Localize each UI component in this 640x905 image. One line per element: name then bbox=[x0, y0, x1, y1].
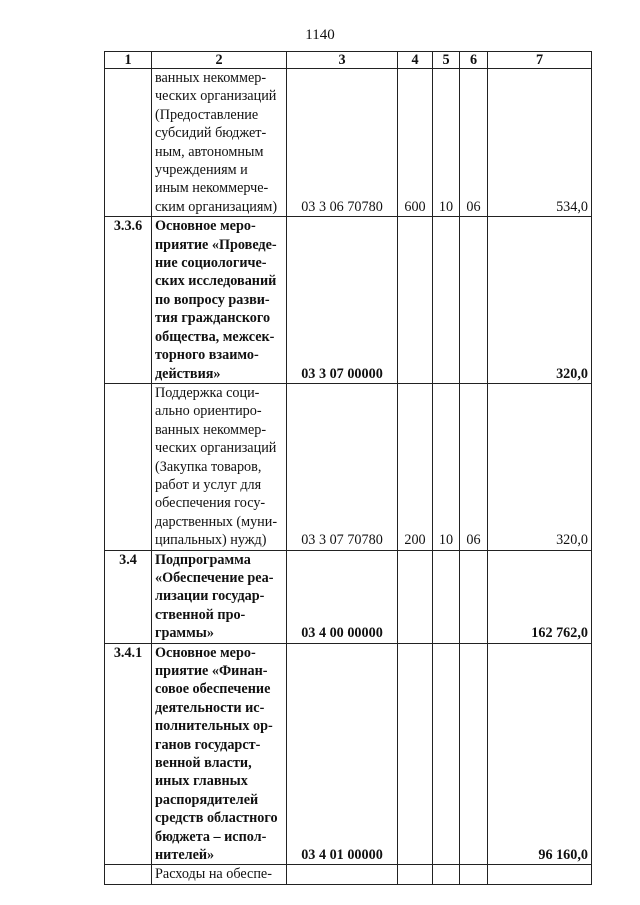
row-name: ванных некоммер- ческих организаций (Предоставление субсидий бюджет- ным, автономным учреждениям и иным некоммерче- ским организациям) bbox=[152, 69, 287, 217]
row-col4: 600 bbox=[398, 69, 433, 217]
table-row bbox=[105, 217, 592, 384]
budget-table bbox=[104, 51, 592, 885]
table-row bbox=[105, 865, 592, 884]
table-row bbox=[105, 383, 592, 550]
row-name: Расходы на обеспе- bbox=[152, 865, 287, 884]
column-header-7: 7 bbox=[488, 52, 592, 69]
table-row bbox=[105, 550, 592, 643]
row-col6: 06 bbox=[460, 69, 488, 217]
row-col5 bbox=[433, 865, 460, 884]
row-code: 03 3 06 70780 bbox=[287, 69, 398, 217]
row-col5 bbox=[433, 643, 460, 865]
column-header-5: 5 bbox=[433, 52, 460, 69]
column-header-6: 6 bbox=[460, 52, 488, 69]
row-col4 bbox=[398, 550, 433, 643]
row-number: 3.4 bbox=[105, 550, 152, 643]
row-col5 bbox=[433, 217, 460, 384]
column-header-1: 1 bbox=[105, 52, 152, 69]
row-code: 03 3 07 70780 bbox=[287, 383, 398, 550]
row-amount: 320,0 bbox=[488, 217, 592, 384]
row-col6 bbox=[460, 217, 488, 384]
row-code bbox=[287, 865, 398, 884]
row-number bbox=[105, 69, 152, 217]
table-row bbox=[105, 69, 592, 217]
row-code: 03 3 07 00000 bbox=[287, 217, 398, 384]
column-header-2: 2 bbox=[152, 52, 287, 69]
row-col5: 10 bbox=[433, 383, 460, 550]
row-number bbox=[105, 865, 152, 884]
row-amount bbox=[488, 865, 592, 884]
row-col5 bbox=[433, 550, 460, 643]
row-code: 03 4 00 00000 bbox=[287, 550, 398, 643]
row-name: Поддержка соци- ально ориентиро- ванных некоммер- ческих организаций (Закупка товаров, работ и услуг для обеспечения госу- дарственных (муни- ципальных) нужд) bbox=[152, 383, 287, 550]
row-col4 bbox=[398, 217, 433, 384]
row-col6 bbox=[460, 643, 488, 865]
column-header-3: 3 bbox=[287, 52, 398, 69]
row-col6: 06 bbox=[460, 383, 488, 550]
row-name: Подпрограмма «Обеспечение реа- лизации государ- ственной про- граммы» bbox=[152, 550, 287, 643]
table-header-row bbox=[105, 52, 592, 69]
row-amount: 162 762,0 bbox=[488, 550, 592, 643]
row-number: 3.4.1 bbox=[105, 643, 152, 865]
row-code: 03 4 01 00000 bbox=[287, 643, 398, 865]
table-row bbox=[105, 643, 592, 865]
row-name: Основное меро- приятие «Финан- совое обеспечение деятельности ис- полнительных ор- ганов государст- венной власти, иных главных распорядителей средств областного бюджета – испол- нителей» bbox=[152, 643, 287, 865]
column-header-4: 4 bbox=[398, 52, 433, 69]
row-amount: 534,0 bbox=[488, 69, 592, 217]
row-col4: 200 bbox=[398, 383, 433, 550]
row-col6 bbox=[460, 865, 488, 884]
row-col4 bbox=[398, 643, 433, 865]
row-name: Основное меро- приятие «Проведе- ние социологиче- ских исследований по вопросу разви- тия гражданского общества, межсек- торного взаимо- действия» bbox=[152, 217, 287, 384]
row-col6 bbox=[460, 550, 488, 643]
row-number: 3.3.6 bbox=[105, 217, 152, 384]
row-amount: 96 160,0 bbox=[488, 643, 592, 865]
row-col4 bbox=[398, 865, 433, 884]
row-number bbox=[105, 383, 152, 550]
row-amount: 320,0 bbox=[488, 383, 592, 550]
page-number: 1140 bbox=[305, 27, 335, 43]
row-col5: 10 bbox=[433, 69, 460, 217]
